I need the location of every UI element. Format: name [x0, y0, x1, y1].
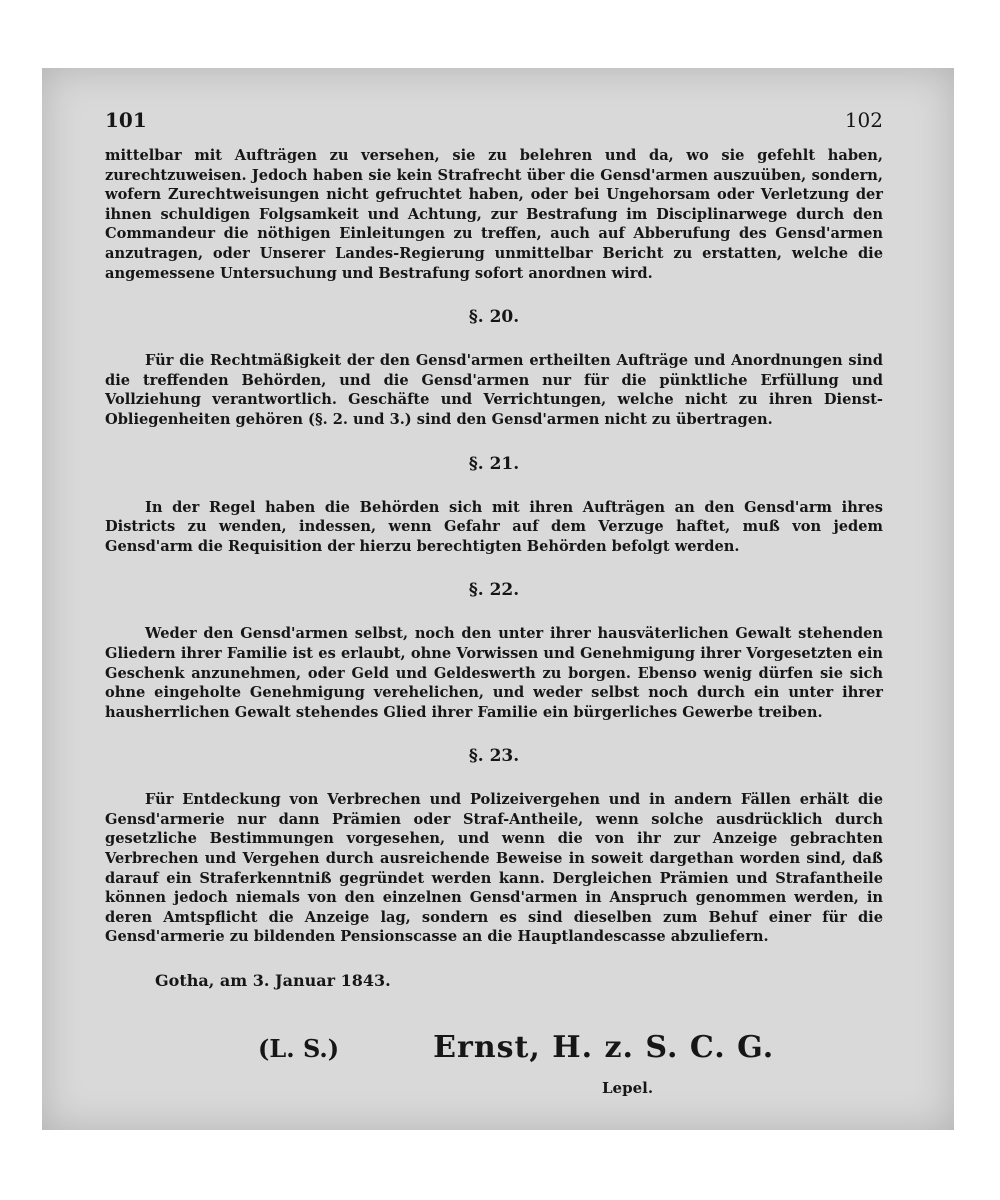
document-body [105, 108, 883, 1097]
dateline: Gotha, am 3. Januar 1843. [155, 971, 391, 991]
signature-row [105, 1030, 883, 1065]
seal-mark: (L. S.) [258, 1034, 340, 1064]
section-text-22: Weder den Gensd'armen selbst, noch den unter ihrer hausväterlichen Gewalt stehenden Gliedern ihrer Familie ist es erlaubt, ohne Vorwissen und Genehmigung ihrer Vorgesetzten ein Geschenk anzunehmen, oder Geld und Geldeswerth zu borgen. Ebenso wenig dürfen sie sich ohne eingeholte Genehmigung verehelichen, und weder selbst noch durch ein unter ihrer hausherrlichen Gewalt stehendes Glied ihrer Familie ein bürgerliches Gewerbe treiben. [105, 625, 883, 721]
section-text-23: Für Entdeckung von Verbrechen und Polizeivergehen und in andern Fällen erhält die Gensd'armerie nur dann Prämien oder Straf-Antheile, wenn solche ausdrücklich durch gesetzliche Bestimmungen vorgesehen, und wenn die von ihr zur Anzeige gebrachten Verbrechen und Vergehen durch ausreichende Beweise in soweit dargethan worden sind, daß darauf ein Straferkenntniß gegründet werden kann. Dergleichen Prämien und Strafantheile können jedoch niemals von den einzelnen Gensd'armen in Anspruch genommen werden, in deren Amtspflicht die Anzeige lag, sondern es sind dieselben zum Behuf einer für die Gensd'armerie zu bildenden Pensionscasse an die Hauptlandescasse abzuliefern. [105, 791, 883, 946]
section-text-20: Für die Rechtmäßigkeit der den Gensd'armen ertheilten Aufträge und Anordnungen sind die treffenden Behörden, und die Gensd'armen nur für die pünktliche Erfüllung und Vollziehung verantwortlich. Geschäfte und Verrichtungen, welche nicht zu ihren Dienst-Obliegenheiten gehören (§. 2. und 3.) sind den Gensd'armen nicht zu übertragen. [105, 352, 883, 428]
page-number-left: 101 [105, 108, 147, 132]
section-heading-20: §. 20. [468, 307, 520, 328]
signer-name: Ernst, H. z. S. C. G. [433, 1030, 775, 1066]
page-header [105, 108, 883, 132]
section-heading-23: §. 23. [468, 746, 520, 767]
cosigner-name: Lepel. [602, 1079, 654, 1098]
continued-paragraph: mittelbar mit Aufträgen zu versehen, sie zu belehren und da, wo sie gefehlt haben, zurechtzuweisen. Jedoch haben sie kein Strafrecht über die Gensd'armen auszuüben, sondern, wofern Zurechtweisungen nicht gefruchtet haben, oder bei Ungehorsam oder Verletzung der ihnen schuldigen Folgsamkeit und Achtung, zur Bestrafung im Disciplinarwege durch den Commandeur die nöthigen Einleitungen zu treffen, auch auf Abberufung des Gensd'armen anzutragen, oder Unserer Landes-Regierung unmittelbar Bericht zu erstatten, welche die angemessene Untersuchung und Bestrafung sofort anordnen wird. [105, 147, 883, 282]
section-heading-22: §. 22. [468, 580, 520, 601]
section-heading-21: §. 21. [468, 453, 520, 474]
page-number-right: 102 [844, 108, 883, 132]
section-text-21: In der Regel haben die Behörden sich mit ihren Aufträgen an den Gensd'arm ihres Districts zu wenden, indessen, wenn Gefahr auf dem Verzuge haftet, muß von jedem Gensd'arm die Requisition der hierzu berechtigten Behörden befolgt werden. [105, 498, 883, 555]
